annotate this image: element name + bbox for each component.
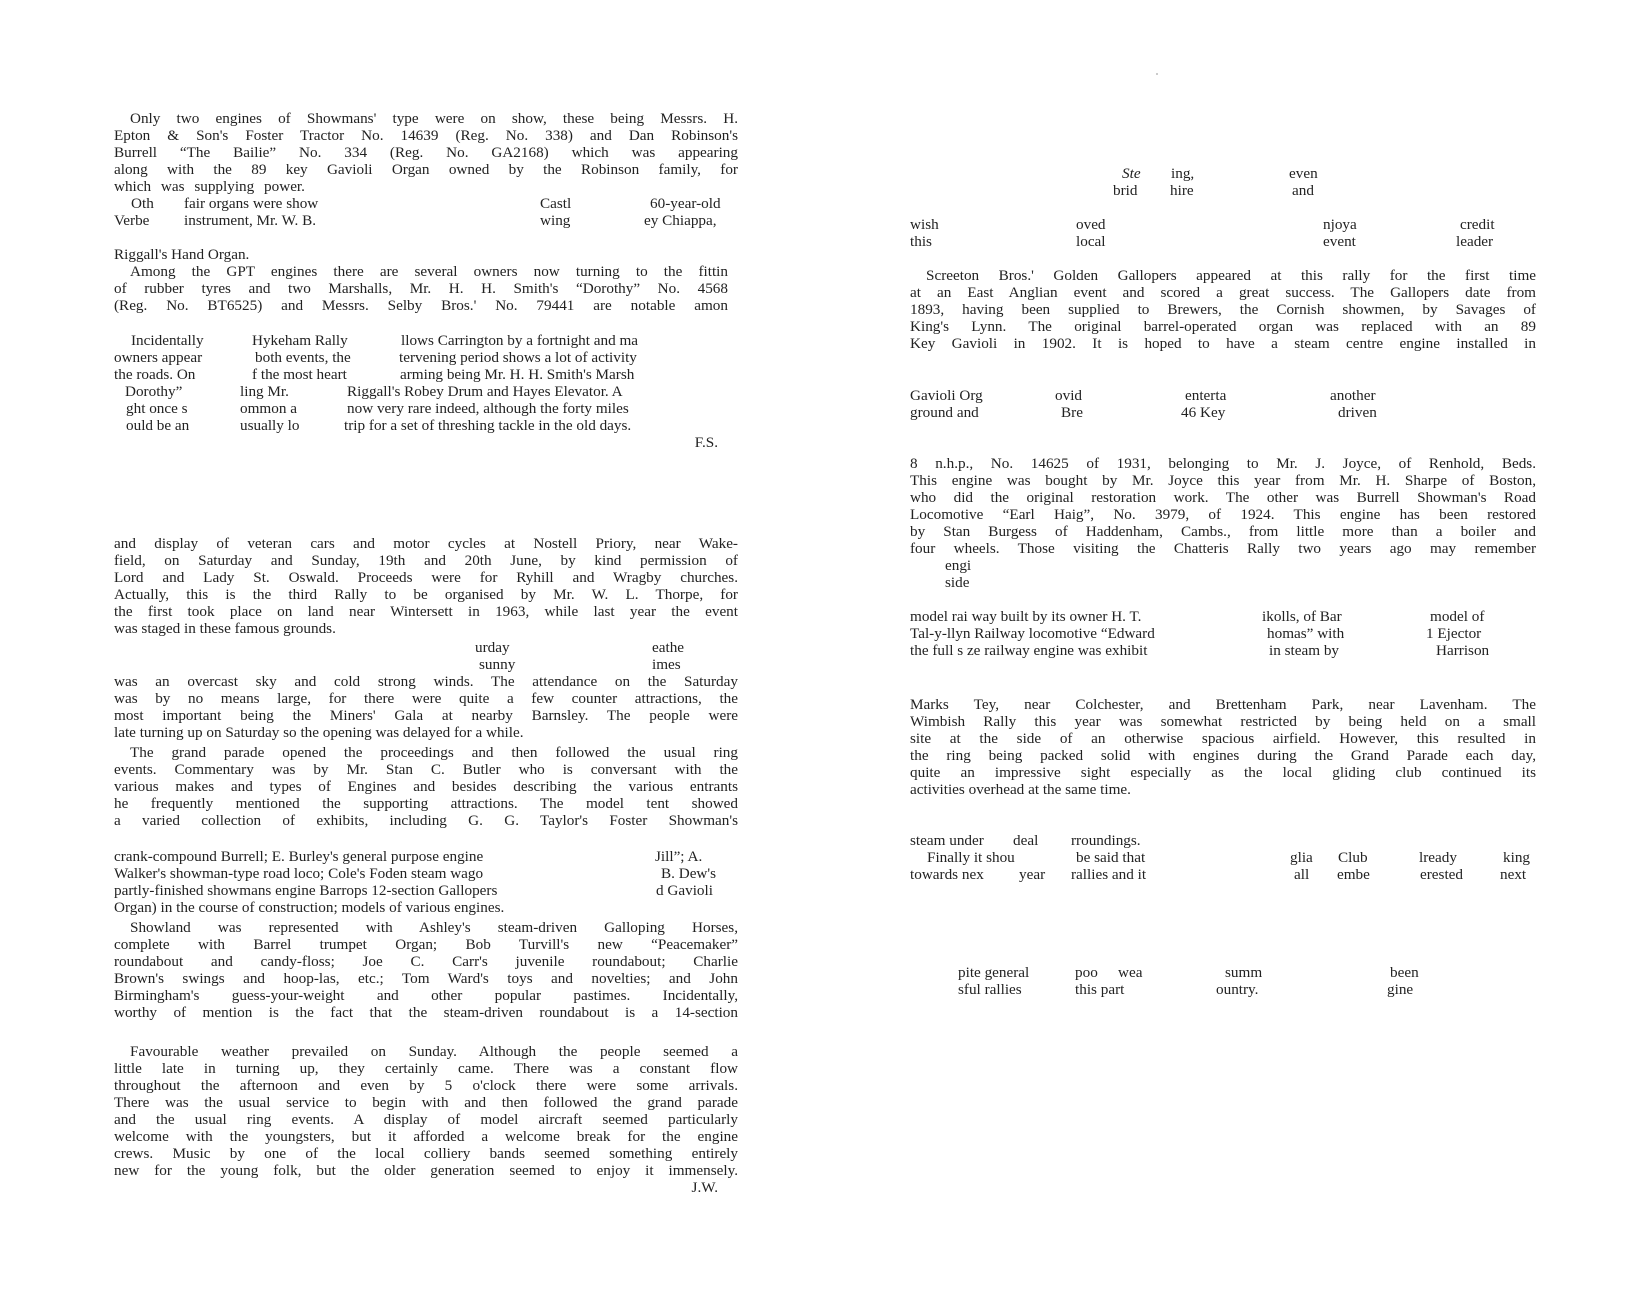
scan-speck: [1156, 73, 1158, 75]
left-paragraph-2: Riggall's Hand Organ. Among the GPT engines there are several owners now turning to the fittin of rubber tyres and two Marshalls, Mr. H. H. Smith's “Dorothy” No. 4568 (Reg. No. BT6525) and Messrs. Selby Bros.' No. 79441 are notable amon: [114, 246, 728, 314]
left-paragraph-1: Only two engines of Showmans' type were on show, these being Messrs. H. Epton & Son's Foster Tractor No. 14639 (Reg. No. 338) and Dan Robinson's Burrell “The Bailie” No. 334 (Reg. No. GA2168) which was appearing along with the 89 key Gavioli Organ owned by the Robinson family, for which was supplying power.: [114, 110, 738, 195]
right-fragment-block-d: engi side: [945, 557, 972, 591]
left-paragraph-6: Organ) in the course of construction; models of various engines.: [114, 899, 505, 916]
left-paragraph-3: and display of veteran cars and motor cycles at Nostell Priory, near Wake- field, on Saturday and Sunday, 19th and 20th June, by kind permission of Lord and Lady St. Oswald. Proceeds were for Ryhill and Wragby churches. Actually, this is the third Rally to be organised by Mr. W. L. Thorpe, for the first took place on land near Wintersett in 1963, while last year the event was staged in these famous grounds.: [114, 535, 738, 637]
left-fragment-row-3b: sunny imes: [479, 656, 681, 673]
signature-fs: F.S.: [694, 434, 718, 451]
left-paragraph-7: Showland was represented with Ashley's steam-driven Galloping Horses, complete with Barrel trumpet Organ; Bob Turvill's new “Peacemaker” roundabout and candy-floss; Joe C. Carr's juvenile roundabout; Charlie Brown's swings and hoop-las, etc.; Tom Ward's toys and novelties; and John Birmingham's guess-your-weight and other popular pastimes. Incidentally, worthy of mention is the fact that the steam-driven roundabout is a 14-section: [114, 919, 738, 1021]
left-paragraph-4: was an overcast sky and cold strong winds. The attendance on the Saturday was by no means large, for there were quite a few counter attractions, the most important being the Miners' Gala at nearby Barnsley. The people were late turning up on Saturday so the opening was delayed for a while.: [114, 673, 738, 741]
left-paragraph-5: The grand parade opened the proceedings and then followed the usual ring events. Commentary was by Mr. Stan C. Butler who is conversant with the various makes and types of Engines and besides describing the various entrants he frequently mentioned the supporting attractions. The model tent showed a varied collection of exhibits, including G. G. Taylor's Foster Showman's: [114, 744, 738, 829]
right-paragraph-1: Screeton Bros.' Golden Gallopers appeared at this rally for the first time at an East Anglian event and scored a great success. The Gallopers date from 1893, having been supplied to Brewers, the Cornish showmen, by Savages of King's Lynn. The original barrel-operated organ was replaced with an 89 Key Gavioli in 1902. It is hoped to have a steam centre engine installed in: [910, 267, 1536, 352]
left-fragment-row-1a: Oth fair organs were show Castl 60-year-old: [131, 195, 721, 212]
left-fragment-row-1b: Verbe instrument, Mr. W. B. wing ey Chiappa,: [114, 212, 717, 229]
left-paragraph-8: Favourable weather prevailed on Sunday. Although the people seemed a little late in turning up, they certainly came. There was a constant flow throughout the afternoon and even by 5 o'clock there were some arrivals. There was the usual service to begin with and then followed the grand parade and the usual ring events. A display of model aircraft seemed particularly welcome with the youngsters, but it afforded a welcome break for the engine crews. Music by one of the local colliery bands seemed something entirely new for the young folk, but the older generation seemed to enjoy it immensely.: [114, 1043, 738, 1179]
scanned-page-spread: Only two engines of Showmans' type were on show, these being Messrs. H. Epton & Son's Foster Tractor No. 14639 (Reg. No. 338) and Dan Robinson's Burrell “The Bailie” No. 334 (Reg. No. GA2168) which was appearing along with the 89 key Gavioli Organ owned by the Robinson family, for which was supplying power. Oth fair organs were show Castl 60-year-old Verbe instrument, Mr. W. B. wing ey Chiappa, Riggall's Hand Organ. Among the GPT engines there are several owners now turning to the fittin of rubber tyres and two Marshalls, Mr. H. H. Smith's “Dorothy” No. 4568 (Reg. No. BT6525) and Messrs. Selby Bros.' No. 79441 are notable amon Incidentally Hykeham Rally llows Carrington by a fortnight and ma owners appear both events, the tervening period shows a lot of activity the roads. On f the most heart arming being Mr. H. H. Smith's Marsh Dorothy” ling Mr. Riggall's Robey Drum and Hayes Elevator. A ght once s ommon a now very rare indeed, although the forty miles ould be an usually lo trip for a set of threshing tackle in the old days. F.S. and display of veteran cars and motor cycles at Nostell Priory, near Wake- field, on Saturday and Sunday, 19th and 20th June, by kind permission of Lord and Lady St. Oswald. Proceeds were for Ryhill and Wragby churches. Actually, this is the third Rally to be organised by Mr. W. L. Thorpe, for the first took place on land near Wintersett in 1963, while last year the event was staged in these famous grounds. urday eathe sunny imes was an overcast sky and cold strong winds. The attendance on the Saturday was by no means large, for there were quite a few counter attractions, the most important being the Miners' Gala at nearby Barnsley. The people were late turning up on Saturday so the opening was delayed for a while. The grand parade opened the proceedings and then followed the usual ring events. Commentary was by Mr. Stan C. Butler who is conversant with the various makes and types of Engines and besides describing the various entrants he frequently mentioned the supporting attractions. The model tent showed a varied collection of exhibits, including G. G. Taylor's Foster Showman's crank-compound Burrell; E. Burley's general purpose engine Jill”; A. Walker's showman-type road loco; Cole's Foden steam wago B. Dew's partly-finished showmans engine Barrops 12-section Gallopers d Gavioli Organ) in the course of construction; models of various engines. Showland was represented with Ashley's steam-driven Galloping Horses, complete with Barrel trumpet Organ; Bob Turvill's new “Peacemaker” roundabout and candy-floss; Joe C. Carr's juvenile roundabout; Charlie Brown's swings and hoop-las, etc.; Tom Ward's toys and novelties; and John Birmingham's guess-your-weight and other popular pastimes. Incidentally, worthy of mention is the fact that the steam-driven roundabout is a 14-section Favourable weather prevailed on Sunday. Although the people seemed a little late in turning up, they certainly came. There was a constant flow throughout the afternoon and even by 5 o'clock there were some arrivals. There was the usual service to begin with and then followed the grand parade and the usual ring events. A display of model aircraft seemed particularly welcome with the youngsters, but it afforded a welcome break for the engine crews. Music by one of the local colliery bands seemed something entirely new for the young folk, but the older generation seemed to enjoy it immensely. J.W. Ste ing, even brid hire and wish oved njoya credit this local event leader Screeton Bros.' Golden Gallopers appeared at this rally for the first time at an East Anglian event and scored a great success. The Gallopers date from 1893, having been supplied to Brewers, the Cornish showmen, by Savages of King's Lynn. The original barrel-operated organ was replaced with an 89 Key Gavioli in 1902. It is hoped to have a steam centre engine installed in Gavioli Org ovid enterta another ground and Bre 46 Key driven 8 n.h.p., No. 14625 of 1931, belonging to Mr. J. Joyce, of Renhold, Beds. This engine was bought by Mr. Joyce this year from Mr. H. Sharpe of Boston, who did the original restoration work. The other was Burrell Showman's Road Locomotive “Earl Haig”, No. 3979, of 1924. This engine has been restored by Stan Burgess of Haddenham, Cambs., from little more than a boiler and four wheels. Those visiting the Chatteris Rally two years ago may remember engi side model rai way built by its owner H. T. ikolls, of Bar model of Tal-y-llyn Railway locomotive “Edward homas” with 1 Ejector the full s ze railway engine was exhibit in steam by Harrison Marks Tey, near Colchester, and Brettenham Park, near Lavenham. The Wimbish Rally this year was somewhat restricted by being held on a small site at the side of an otherwise spacious airfield. However, this resulted in the ring being packed solid with engines during the Grand Parade each day, quite an impressive sight especially as the local gliding club continued its activities overhead at the same time. steam under deal rroundings. Finally it shou be said that glia Club lready king towards nex year rallies and it all embe erested next pite general poo wea summ been sful rallies this part ountry. gine: [0, 0, 1644, 1311]
right-paragraph-3: Marks Tey, near Colchester, and Brettenham Park, near Lavenham. The Wimbish Rally this year was somewhat restricted by being held on a small site at the side of an otherwise spacious airfield. However, this resulted in the ring being packed solid with engines during the Grand Parade each day, quite an impressive sight especially as the local gliding club continued its activities overhead at the same time.: [910, 696, 1536, 798]
left-fragment-row-3a: urday eathe: [475, 639, 685, 656]
right-paragraph-2: 8 n.h.p., No. 14625 of 1931, belonging to Mr. J. Joyce, of Renhold, Beds. This engine was bought by Mr. Joyce this year from Mr. H. Sharpe of Boston, who did the original restoration work. The other was Burrell Showman's Road Locomotive “Earl Haig”, No. 3979, of 1924. This engine has been restored by Stan Burgess of Haddenham, Cambs., from little more than a boiler and four wheels. Those visiting the Chatteris Rally two years ago may remember: [910, 455, 1536, 557]
signature-jw: J.W.: [691, 1179, 718, 1196]
